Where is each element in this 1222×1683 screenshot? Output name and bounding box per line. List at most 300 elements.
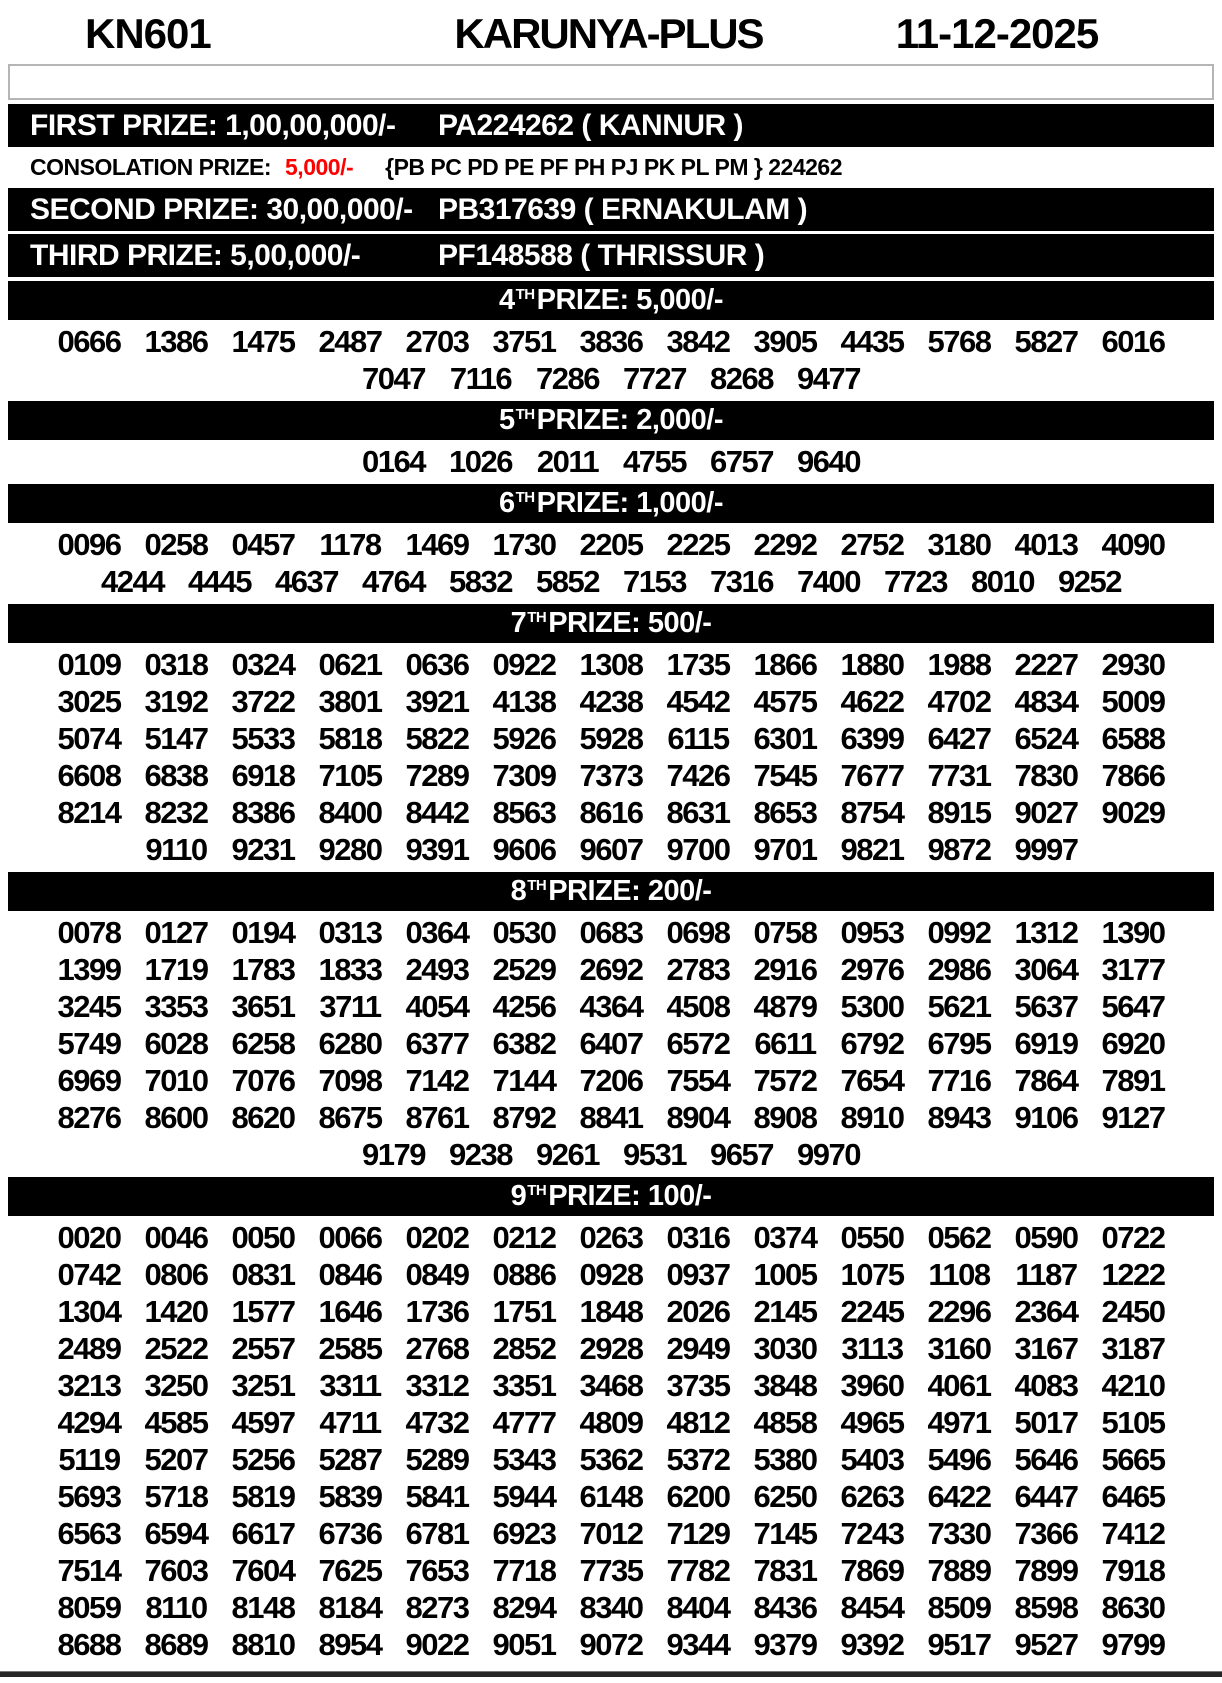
prize-section-7th bbox=[0, 604, 1222, 868]
number-row bbox=[0, 646, 1222, 683]
ticket-number: 0992 bbox=[927, 915, 991, 950]
ticket-number: 9821 bbox=[840, 832, 904, 867]
ticket-number: 2949 bbox=[666, 1331, 730, 1366]
ticket-number: 9252 bbox=[1058, 564, 1121, 599]
ticket-number: 4054 bbox=[405, 989, 469, 1024]
ticket-number: 5621 bbox=[927, 989, 991, 1024]
ticket-number: 9051 bbox=[492, 1627, 556, 1662]
ticket-number: 4238 bbox=[579, 684, 643, 719]
ticket-number: 8442 bbox=[405, 795, 469, 830]
ticket-number: 4965 bbox=[840, 1405, 904, 1440]
ticket-number: 1735 bbox=[666, 647, 730, 682]
ticket-number: 2364 bbox=[1014, 1294, 1078, 1329]
ticket-number: 4711 bbox=[319, 1405, 381, 1440]
ticket-number: 9640 bbox=[797, 444, 860, 479]
number-row bbox=[0, 563, 1222, 600]
ticket-number: 4138 bbox=[492, 684, 556, 719]
ticket-number: 2292 bbox=[753, 527, 817, 562]
ticket-number: 6399 bbox=[840, 721, 904, 756]
prize-section-header: 8 TH PRIZE: 200/- bbox=[8, 872, 1214, 911]
ticket-number: 8620 bbox=[231, 1100, 295, 1135]
ticket-number: 8148 bbox=[231, 1590, 295, 1625]
ticket-number: 0050 bbox=[231, 1220, 295, 1255]
ticket-number: 4858 bbox=[753, 1405, 817, 1440]
ticket-number: 5105 bbox=[1101, 1405, 1165, 1440]
ticket-number: 5841 bbox=[405, 1479, 469, 1514]
prize-amount-text: PRIZE: 500/- bbox=[548, 607, 712, 639]
ticket-number: 5832 bbox=[449, 564, 512, 599]
ticket-number: 4445 bbox=[188, 564, 251, 599]
ticket-number: 2026 bbox=[666, 1294, 730, 1329]
ticket-number: 2752 bbox=[840, 527, 904, 562]
ticket-number: 2487 bbox=[318, 324, 382, 359]
ticket-number: 7105 bbox=[318, 758, 382, 793]
consolation-label: CONSOLATION PRIZE: bbox=[30, 154, 272, 180]
prize-section-8th bbox=[0, 872, 1222, 1173]
ticket-number: 8563 bbox=[492, 795, 556, 830]
ticket-number: 1577 bbox=[231, 1294, 295, 1329]
prize-ordinal: 8 bbox=[510, 875, 527, 907]
ticket-number: 7889 bbox=[927, 1553, 991, 1588]
ticket-number: 0316 bbox=[666, 1220, 730, 1255]
ticket-number: 1783 bbox=[231, 952, 295, 987]
ticket-number: 1075 bbox=[840, 1257, 904, 1292]
ticket-number: 8689 bbox=[144, 1627, 208, 1662]
ticket-number: 7316 bbox=[710, 564, 773, 599]
ticket-number: 3177 bbox=[1101, 952, 1165, 987]
ticket-number: 9280 bbox=[318, 832, 382, 867]
ticket-number: 7918 bbox=[1101, 1553, 1165, 1588]
ticket-number: 9799 bbox=[1101, 1627, 1165, 1662]
ticket-number: 3180 bbox=[927, 527, 991, 562]
ticket-number: 5693 bbox=[57, 1479, 121, 1514]
prize-section-header: 5 TH PRIZE: 2,000/- bbox=[8, 401, 1214, 440]
ticket-number: 7723 bbox=[884, 564, 947, 599]
ticket-number: 1026 bbox=[449, 444, 512, 479]
bottom-divider bbox=[0, 1671, 1222, 1677]
ticket-number: 8616 bbox=[579, 795, 643, 830]
ticket-number: 3245 bbox=[57, 989, 121, 1024]
ticket-number: 4777 bbox=[492, 1405, 556, 1440]
ticket-number: 4879 bbox=[753, 989, 817, 1024]
ticket-number: 8631 bbox=[666, 795, 730, 830]
ticket-number: 7866 bbox=[1101, 758, 1165, 793]
consolation-amount: 5,000/- bbox=[285, 154, 354, 180]
ticket-number: 5749 bbox=[57, 1026, 121, 1061]
ticket-number: 8908 bbox=[753, 1100, 817, 1135]
number-row bbox=[0, 1136, 1222, 1173]
number-row bbox=[0, 1256, 1222, 1293]
ticket-number: 1308 bbox=[579, 647, 643, 682]
winning-numbers-grid bbox=[0, 914, 1222, 1173]
ticket-number: 5119 bbox=[58, 1442, 120, 1477]
ticket-number: 6250 bbox=[753, 1479, 817, 1514]
winning-numbers-grid bbox=[0, 646, 1222, 868]
prize-section-header: 9 TH PRIZE: 100/- bbox=[8, 1177, 1214, 1216]
ticket-number: 6524 bbox=[1014, 721, 1078, 756]
ticket-number: 0020 bbox=[57, 1220, 121, 1255]
ticket-number: 6407 bbox=[579, 1026, 643, 1061]
ticket-number: 1751 bbox=[492, 1294, 556, 1329]
ticket-number: 6611 bbox=[754, 1026, 816, 1061]
ticket-number: 4508 bbox=[666, 989, 730, 1024]
prize-amount-text: PRIZE: 100/- bbox=[548, 1180, 712, 1212]
page-header bbox=[0, 0, 1222, 62]
ticket-number: 7735 bbox=[579, 1553, 643, 1588]
prize-amount-text: PRIZE: 200/- bbox=[548, 875, 712, 907]
ticket-number: 1390 bbox=[1101, 915, 1165, 950]
ticket-number: 7144 bbox=[492, 1063, 556, 1098]
ticket-number: 7206 bbox=[579, 1063, 643, 1098]
number-row bbox=[0, 1478, 1222, 1515]
ticket-number: 9231 bbox=[231, 832, 295, 867]
ticket-number: 9379 bbox=[753, 1627, 817, 1662]
ticket-number: 3351 bbox=[492, 1368, 556, 1403]
ticket-number: 4809 bbox=[579, 1405, 643, 1440]
ticket-number: 1988 bbox=[927, 647, 991, 682]
ticket-number: 5928 bbox=[579, 721, 643, 756]
ticket-number: 5343 bbox=[492, 1442, 556, 1477]
ticket-number: 1646 bbox=[318, 1294, 382, 1329]
ticket-number: 7718 bbox=[492, 1553, 556, 1588]
ticket-number: 7153 bbox=[623, 564, 686, 599]
ticket-number: 6280 bbox=[318, 1026, 382, 1061]
prize-ordinal: 9 bbox=[510, 1180, 527, 1212]
ticket-number: 7412 bbox=[1101, 1516, 1165, 1551]
ticket-number: 2296 bbox=[927, 1294, 991, 1329]
ticket-number: 1420 bbox=[144, 1294, 208, 1329]
ticket-number: 5818 bbox=[318, 721, 382, 756]
draw-date: 11-12-2025 bbox=[895, 10, 1099, 57]
ticket-number: 8600 bbox=[144, 1100, 208, 1135]
consolation-prize-row bbox=[0, 150, 1222, 185]
ticket-number: 3113 bbox=[841, 1331, 903, 1366]
prize-section-4th bbox=[0, 281, 1222, 397]
ticket-number: 7145 bbox=[753, 1516, 817, 1551]
ticket-number: 5637 bbox=[1014, 989, 1078, 1024]
ticket-number: 8792 bbox=[492, 1100, 556, 1135]
ticket-number: 4061 bbox=[927, 1368, 991, 1403]
ticket-number: 3250 bbox=[144, 1368, 208, 1403]
ticket-number: 2852 bbox=[492, 1331, 556, 1366]
ticket-number: 7653 bbox=[405, 1553, 469, 1588]
ticket-number: 5665 bbox=[1101, 1442, 1165, 1477]
ticket-number: 6016 bbox=[1101, 324, 1165, 359]
ticket-number: 3842 bbox=[666, 324, 730, 359]
ticket-number: 7869 bbox=[840, 1553, 904, 1588]
number-row bbox=[0, 683, 1222, 720]
ticket-number: 8010 bbox=[971, 564, 1034, 599]
number-row bbox=[0, 720, 1222, 757]
ticket-number: 4702 bbox=[927, 684, 991, 719]
ticket-number: 3030 bbox=[753, 1331, 817, 1366]
prize-section-header: 6 TH PRIZE: 1,000/- bbox=[8, 484, 1214, 523]
ticket-number: 2703 bbox=[405, 324, 469, 359]
ticket-number: 0621 bbox=[318, 647, 382, 682]
number-row bbox=[0, 1626, 1222, 1663]
ticket-number: 8675 bbox=[318, 1100, 382, 1135]
number-row bbox=[0, 443, 1222, 480]
ticket-number: 8436 bbox=[753, 1590, 817, 1625]
ticket-number: 5074 bbox=[57, 721, 121, 756]
ticket-number: 0742 bbox=[57, 1257, 121, 1292]
prize-ordinal: 5 bbox=[498, 404, 515, 436]
ticket-number: 6920 bbox=[1101, 1026, 1165, 1061]
ticket-number: 6115 bbox=[667, 721, 729, 756]
ticket-number: 0831 bbox=[231, 1257, 295, 1292]
ticket-number: 5827 bbox=[1014, 324, 1078, 359]
ticket-number: 7426 bbox=[666, 758, 730, 793]
ticket-number: 2986 bbox=[927, 952, 991, 987]
first-prize-label: FIRST PRIZE: 1,00,00,000/- bbox=[30, 108, 396, 142]
prize-ordinal: 6 bbox=[498, 487, 515, 519]
ticket-number: 7514 bbox=[57, 1553, 121, 1588]
ticket-number: 0928 bbox=[579, 1257, 643, 1292]
ticket-number: 7677 bbox=[840, 758, 904, 793]
ticket-number: 9072 bbox=[579, 1627, 643, 1662]
third-prize-bar bbox=[8, 234, 1214, 277]
prize-ordinal: 7 bbox=[510, 607, 527, 639]
second-prize-bar bbox=[8, 188, 1214, 231]
winning-numbers-grid bbox=[0, 526, 1222, 600]
ticket-number: 6918 bbox=[231, 758, 295, 793]
ticket-number: 4755 bbox=[623, 444, 686, 479]
ticket-number: 4210 bbox=[1101, 1368, 1165, 1403]
ticket-number: 6447 bbox=[1014, 1479, 1078, 1514]
ticket-number: 7572 bbox=[753, 1063, 817, 1098]
ticket-number: 8110 bbox=[145, 1590, 207, 1625]
ticket-number: 5147 bbox=[144, 721, 208, 756]
ticket-number: 5768 bbox=[927, 324, 991, 359]
ticket-number: 1108 bbox=[928, 1257, 990, 1292]
ticket-number: 3187 bbox=[1101, 1331, 1165, 1366]
ticket-number: 7831 bbox=[753, 1553, 817, 1588]
ticket-number: 4732 bbox=[405, 1405, 469, 1440]
ticket-number: 6838 bbox=[144, 758, 208, 793]
ticket-number: 8294 bbox=[492, 1590, 556, 1625]
ticket-number: 2783 bbox=[666, 952, 730, 987]
ticket-number: 6028 bbox=[144, 1026, 208, 1061]
ticket-number: 1187 bbox=[1015, 1257, 1077, 1292]
ticket-number: 9027 bbox=[1014, 795, 1078, 830]
ticket-number: 5372 bbox=[666, 1442, 730, 1477]
ticket-number: 6923 bbox=[492, 1516, 556, 1551]
ticket-number: 3722 bbox=[231, 684, 295, 719]
ticket-number: 9517 bbox=[927, 1627, 991, 1662]
winning-numbers-grid bbox=[0, 443, 1222, 480]
ticket-number: 0046 bbox=[144, 1220, 208, 1255]
number-row bbox=[0, 1062, 1222, 1099]
ticket-number: 3160 bbox=[927, 1331, 991, 1366]
ticket-number: 7545 bbox=[753, 758, 817, 793]
ticket-number: 4294 bbox=[57, 1405, 121, 1440]
ticket-number: 8761 bbox=[405, 1100, 469, 1135]
ticket-number: 8943 bbox=[927, 1100, 991, 1135]
ticket-number: 2930 bbox=[1101, 647, 1165, 682]
ticket-number: 7554 bbox=[666, 1063, 730, 1098]
ticket-number: 4364 bbox=[579, 989, 643, 1024]
page-title: KARUNYA-PLUS bbox=[454, 10, 763, 57]
ticket-number: 1880 bbox=[840, 647, 904, 682]
ticket-number: 6792 bbox=[840, 1026, 904, 1061]
ticket-number: 8904 bbox=[666, 1100, 730, 1135]
ticket-number: 3836 bbox=[579, 324, 643, 359]
number-row bbox=[0, 831, 1222, 868]
number-row bbox=[0, 1099, 1222, 1136]
ticket-number: 7654 bbox=[840, 1063, 904, 1098]
ticket-number: 5287 bbox=[318, 1442, 382, 1477]
ticket-number: 9392 bbox=[840, 1627, 904, 1662]
ticket-number: 0590 bbox=[1014, 1220, 1078, 1255]
ticket-number: 8841 bbox=[579, 1100, 643, 1135]
ticket-number: 7727 bbox=[623, 361, 686, 396]
ticket-number: 3711 bbox=[319, 989, 381, 1024]
ticket-number: 4244 bbox=[101, 564, 164, 599]
ticket-number: 8404 bbox=[666, 1590, 730, 1625]
ticket-number: 4622 bbox=[840, 684, 904, 719]
ticket-number: 2205 bbox=[579, 527, 643, 562]
number-row bbox=[0, 1552, 1222, 1589]
second-prize-label: SECOND PRIZE: 30,00,000/- bbox=[30, 192, 413, 226]
prize-section-6th bbox=[0, 484, 1222, 600]
ticket-number: 6200 bbox=[666, 1479, 730, 1514]
ticket-number: 1399 bbox=[57, 952, 121, 987]
ticket-number: 8688 bbox=[57, 1627, 121, 1662]
ticket-number: 3167 bbox=[1014, 1331, 1078, 1366]
ticket-number: 9022 bbox=[405, 1627, 469, 1662]
ticket-number: 9701 bbox=[753, 832, 817, 867]
ticket-number: 1848 bbox=[579, 1294, 643, 1329]
ticket-number: 9607 bbox=[579, 832, 643, 867]
second-prize-winner: PB317639 ( ERNAKULAM ) bbox=[438, 192, 808, 226]
winning-numbers-grid bbox=[0, 1219, 1222, 1663]
ticket-number: 4090 bbox=[1101, 527, 1165, 562]
ticket-number: 0698 bbox=[666, 915, 730, 950]
ticket-number: 9531 bbox=[623, 1137, 686, 1172]
ticket-number: 7830 bbox=[1014, 758, 1078, 793]
ticket-number: 0683 bbox=[579, 915, 643, 950]
ticket-number: 9391 bbox=[405, 832, 469, 867]
ticket-number: 1222 bbox=[1101, 1257, 1165, 1292]
ticket-number: 0922 bbox=[492, 647, 556, 682]
ticket-number: 2489 bbox=[57, 1331, 121, 1366]
ticket-number: 1304 bbox=[57, 1294, 121, 1329]
third-prize-label: THIRD PRIZE: 5,00,000/- bbox=[30, 238, 361, 272]
ticket-number: 7047 bbox=[362, 361, 425, 396]
number-row bbox=[0, 1330, 1222, 1367]
ticket-number: 2928 bbox=[579, 1331, 643, 1366]
ticket-number: 3905 bbox=[753, 324, 817, 359]
ticket-number: 7603 bbox=[144, 1553, 208, 1588]
ticket-number: 9344 bbox=[666, 1627, 730, 1662]
number-row bbox=[0, 1367, 1222, 1404]
ticket-number: 6781 bbox=[405, 1516, 469, 1551]
ticket-number: 0636 bbox=[405, 647, 469, 682]
ticket-number: 7289 bbox=[405, 758, 469, 793]
ticket-number: 9127 bbox=[1101, 1100, 1165, 1135]
ticket-number: 8232 bbox=[144, 795, 208, 830]
ticket-number: 0313 bbox=[318, 915, 382, 950]
ticket-number: 8268 bbox=[710, 361, 773, 396]
ticket-number: 6594 bbox=[144, 1516, 208, 1551]
ticket-number: 7716 bbox=[927, 1063, 991, 1098]
prize-section-header: 7 TH PRIZE: 500/- bbox=[8, 604, 1214, 643]
ticket-number: 7373 bbox=[579, 758, 643, 793]
ticket-number: 7129 bbox=[666, 1516, 730, 1551]
ticket-number: 6301 bbox=[753, 721, 817, 756]
ticket-number: 5533 bbox=[231, 721, 295, 756]
prize-amount-text: PRIZE: 1,000/- bbox=[536, 487, 724, 519]
ticket-number: 7400 bbox=[797, 564, 860, 599]
ticket-number: 0263 bbox=[579, 1220, 643, 1255]
ticket-number: 0849 bbox=[405, 1257, 469, 1292]
ticket-number: 3468 bbox=[579, 1368, 643, 1403]
ticket-number: 8340 bbox=[579, 1590, 643, 1625]
ticket-number: 6969 bbox=[57, 1063, 121, 1098]
ticket-number: 9106 bbox=[1014, 1100, 1078, 1135]
ticket-number: 2529 bbox=[492, 952, 556, 987]
ticket-number: 6572 bbox=[666, 1026, 730, 1061]
ticket-number: 3251 bbox=[231, 1368, 295, 1403]
ticket-number: 0937 bbox=[666, 1257, 730, 1292]
ticket-number: 2225 bbox=[666, 527, 730, 562]
ticket-number: 3025 bbox=[57, 684, 121, 719]
ticket-number: 5819 bbox=[231, 1479, 295, 1514]
ticket-number: 8276 bbox=[57, 1100, 121, 1135]
ticket-number: 2450 bbox=[1101, 1294, 1165, 1329]
ticket-number: 0194 bbox=[231, 915, 295, 950]
ticket-number: 8509 bbox=[927, 1590, 991, 1625]
ticket-number: 7604 bbox=[231, 1553, 295, 1588]
ticket-number: 6465 bbox=[1101, 1479, 1165, 1514]
prize-section-9th bbox=[0, 1177, 1222, 1663]
ticket-number: 9238 bbox=[449, 1137, 512, 1172]
ticket-number: 5822 bbox=[405, 721, 469, 756]
ticket-number: 3213 bbox=[57, 1368, 121, 1403]
ticket-number: 0324 bbox=[231, 647, 295, 682]
ticket-number: 0806 bbox=[144, 1257, 208, 1292]
ticket-number: 7010 bbox=[144, 1063, 208, 1098]
ticket-number: 0758 bbox=[753, 915, 817, 950]
ticket-number: 5839 bbox=[318, 1479, 382, 1514]
ticket-number: 2245 bbox=[840, 1294, 904, 1329]
ticket-number: 7076 bbox=[231, 1063, 295, 1098]
ticket-number: 5496 bbox=[927, 1442, 991, 1477]
ticket-number: 8214 bbox=[57, 795, 121, 830]
ticket-number: 5718 bbox=[144, 1479, 208, 1514]
prize-amount-text: PRIZE: 2,000/- bbox=[536, 404, 724, 436]
ticket-number: 4597 bbox=[231, 1405, 295, 1440]
empty-notice-box bbox=[8, 64, 1214, 100]
ticket-number: 6258 bbox=[231, 1026, 295, 1061]
ticket-number: 4812 bbox=[666, 1405, 730, 1440]
ticket-number: 1178 bbox=[319, 527, 381, 562]
ticket-number: 1469 bbox=[405, 527, 469, 562]
ticket-number: 1475 bbox=[231, 324, 295, 359]
ticket-number: 8454 bbox=[840, 1590, 904, 1625]
ticket-number: 7864 bbox=[1014, 1063, 1078, 1098]
prize-ordinal: 4 bbox=[498, 284, 515, 316]
ticket-number: 8400 bbox=[318, 795, 382, 830]
ticket-number: 7330 bbox=[927, 1516, 991, 1551]
ticket-number: 5403 bbox=[840, 1442, 904, 1477]
ticket-number: 5362 bbox=[579, 1442, 643, 1477]
ticket-number: 5944 bbox=[492, 1479, 556, 1514]
number-row bbox=[0, 1441, 1222, 1478]
ticket-number: 0258 bbox=[144, 527, 208, 562]
ticket-number: 2011 bbox=[536, 444, 599, 479]
ticket-number: 0202 bbox=[405, 1220, 469, 1255]
